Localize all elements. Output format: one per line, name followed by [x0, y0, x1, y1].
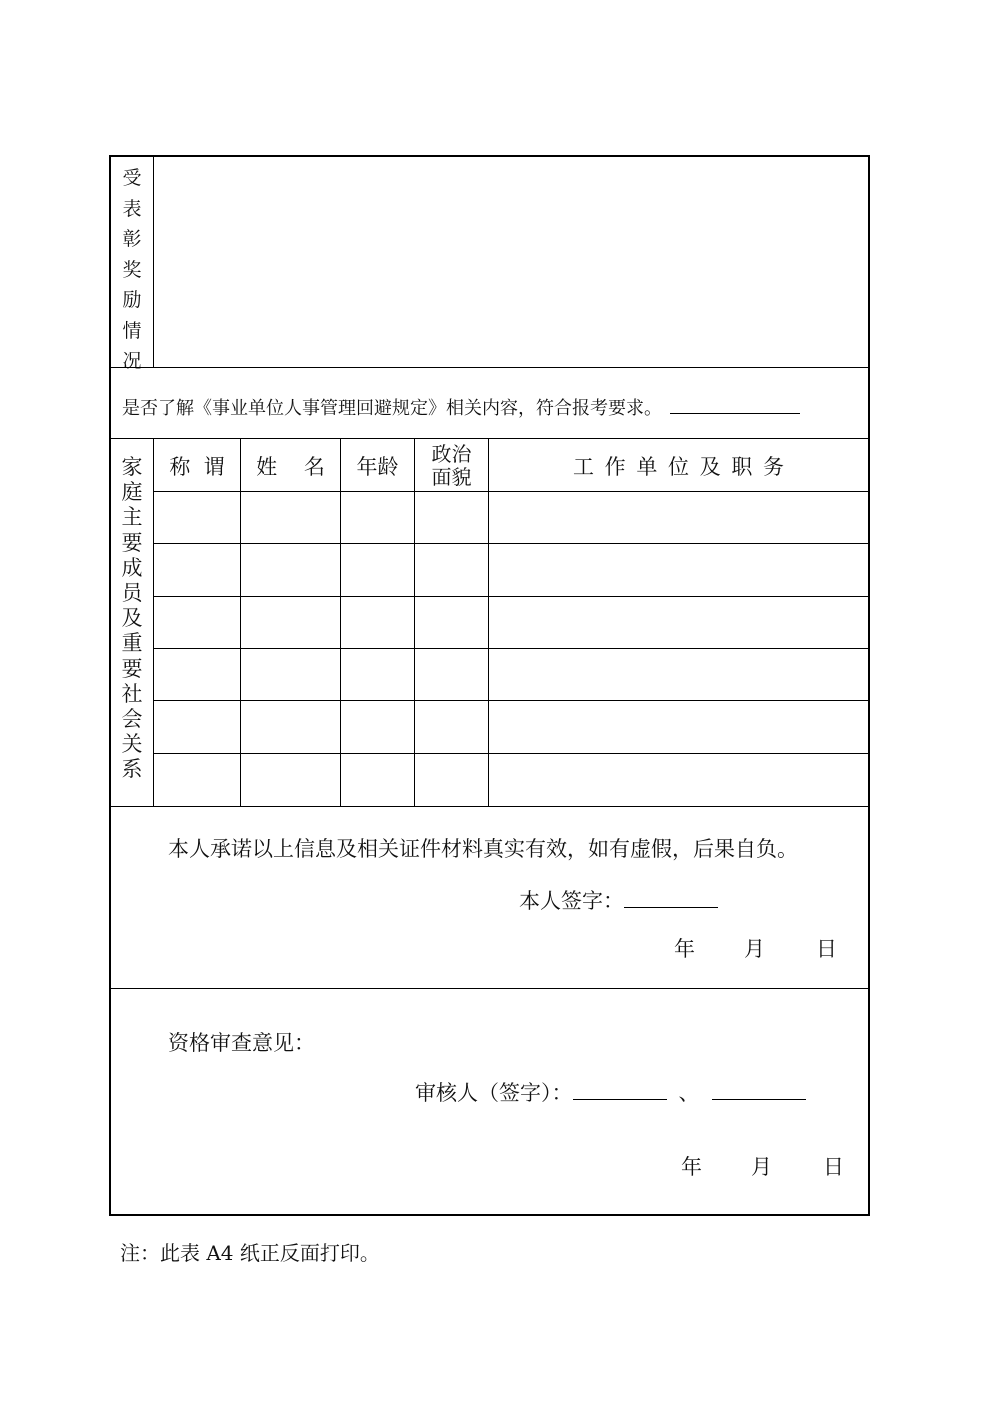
header-work: 工 作 单 位 及 职 务	[572, 455, 785, 479]
family-label-char: 成	[121, 555, 143, 580]
family-work-cell[interactable]	[490, 598, 866, 647]
family-relation-cell[interactable]	[155, 650, 239, 699]
family-work-cell[interactable]	[490, 702, 866, 752]
pledge-month: 月	[744, 937, 765, 961]
column-divider	[153, 438, 154, 806]
family-label-char: 及	[121, 606, 143, 631]
row-divider	[153, 491, 868, 492]
family-work-cell[interactable]	[490, 650, 866, 699]
family-political-cell[interactable]	[416, 650, 487, 699]
awards-label-char: 励	[122, 289, 142, 311]
family-political-cell[interactable]	[416, 493, 487, 542]
family-label-char: 系	[121, 757, 143, 782]
pledge-year: 年	[674, 937, 695, 961]
family-label-char: 要	[121, 530, 143, 555]
registration-form-table	[109, 155, 870, 1216]
reviewer-signature	[415, 1077, 806, 1107]
signature-blank[interactable]	[624, 907, 718, 908]
family-label-char: 员	[121, 581, 143, 606]
family-label	[111, 455, 153, 783]
family-age-cell[interactable]	[342, 702, 413, 752]
family-age-cell[interactable]	[342, 545, 413, 595]
row-divider	[111, 806, 868, 807]
header-political	[415, 440, 488, 492]
family-relation-cell[interactable]	[155, 493, 239, 542]
row-divider	[111, 988, 868, 989]
family-work-cell[interactable]	[490, 755, 866, 805]
column-divider	[414, 438, 415, 806]
header-name: 姓 名	[256, 455, 325, 479]
review-day: 日	[823, 1155, 844, 1179]
pledge-day: 日	[816, 937, 837, 961]
family-label-char: 家	[121, 455, 143, 479]
family-political-cell[interactable]	[416, 755, 487, 805]
family-name-cell[interactable]	[242, 598, 339, 647]
review-title: 资格审查意见：	[168, 1031, 315, 1055]
family-relation-cell[interactable]	[155, 545, 239, 595]
family-age-cell[interactable]	[342, 755, 413, 805]
row-divider	[153, 753, 868, 754]
family-name-cell[interactable]	[242, 755, 339, 805]
reviewer-blank-2[interactable]	[712, 1099, 806, 1100]
family-age-cell[interactable]	[342, 598, 413, 647]
awards-label-char: 受	[122, 167, 142, 189]
family-label-char: 主	[121, 505, 143, 530]
family-name-cell[interactable]	[242, 493, 339, 542]
family-work-cell[interactable]	[490, 545, 866, 595]
family-name-cell[interactable]	[242, 702, 339, 752]
row-divider	[153, 543, 868, 544]
avoidance-answer-blank[interactable]	[670, 413, 800, 414]
reviewer-label: 审核人（签字）：	[415, 1081, 573, 1105]
footnote: 注：此表 A4 纸正反面打印。	[120, 1241, 380, 1265]
family-political-cell[interactable]	[416, 598, 487, 647]
family-label-char: 要	[121, 656, 143, 681]
reviewer-separator: 、	[678, 1081, 700, 1105]
pledge-text: 本人承诺以上信息及相关证件材料真实有效，如有虚假，后果自负。	[168, 837, 798, 861]
awards-label-char: 彰	[122, 228, 142, 250]
header-political-line1: 政治	[431, 442, 472, 466]
column-divider	[488, 438, 489, 806]
family-work-cell[interactable]	[490, 493, 866, 542]
family-label-char: 庭	[121, 480, 143, 505]
header-relation: 称 谓	[169, 455, 225, 479]
column-divider	[340, 438, 341, 806]
family-political-cell[interactable]	[416, 545, 487, 595]
awards-content-field[interactable]	[155, 159, 867, 365]
row-divider	[153, 596, 868, 597]
family-label-char: 会	[121, 707, 143, 732]
avoidance-statement: 是否了解《事业单位人事管理回避规定》相关内容，符合报考要求。	[122, 398, 662, 419]
family-name-cell[interactable]	[242, 545, 339, 595]
row-divider	[111, 367, 868, 368]
awards-label-char: 表	[122, 197, 142, 220]
awards-label-char: 奖	[122, 258, 142, 281]
row-divider	[153, 700, 868, 701]
family-label-char: 重	[121, 631, 143, 656]
reviewer-blank-1[interactable]	[573, 1099, 667, 1100]
review-month: 月	[751, 1155, 772, 1179]
awards-label-char: 情	[122, 319, 142, 342]
family-relation-cell[interactable]	[155, 755, 239, 805]
avoidance-row	[122, 394, 800, 420]
family-relation-cell[interactable]	[155, 598, 239, 647]
family-political-cell[interactable]	[416, 702, 487, 752]
family-relation-cell[interactable]	[155, 702, 239, 752]
family-label-char: 关	[121, 732, 143, 757]
family-age-cell[interactable]	[342, 650, 413, 699]
family-label-char: 社	[121, 681, 143, 706]
header-age: 年龄	[356, 455, 399, 479]
awards-label-char: 况	[122, 350, 142, 372]
family-name-cell[interactable]	[242, 650, 339, 699]
row-divider	[153, 648, 868, 649]
awards-label	[111, 163, 153, 377]
review-year: 年	[681, 1155, 702, 1179]
signature-label: 本人签字：	[519, 889, 624, 913]
row-divider	[111, 438, 868, 439]
header-political-line2: 面貌	[431, 465, 472, 489]
column-divider	[240, 438, 241, 806]
awards-divider	[153, 157, 154, 367]
pledge-signature	[519, 885, 718, 915]
family-age-cell[interactable]	[342, 493, 413, 542]
